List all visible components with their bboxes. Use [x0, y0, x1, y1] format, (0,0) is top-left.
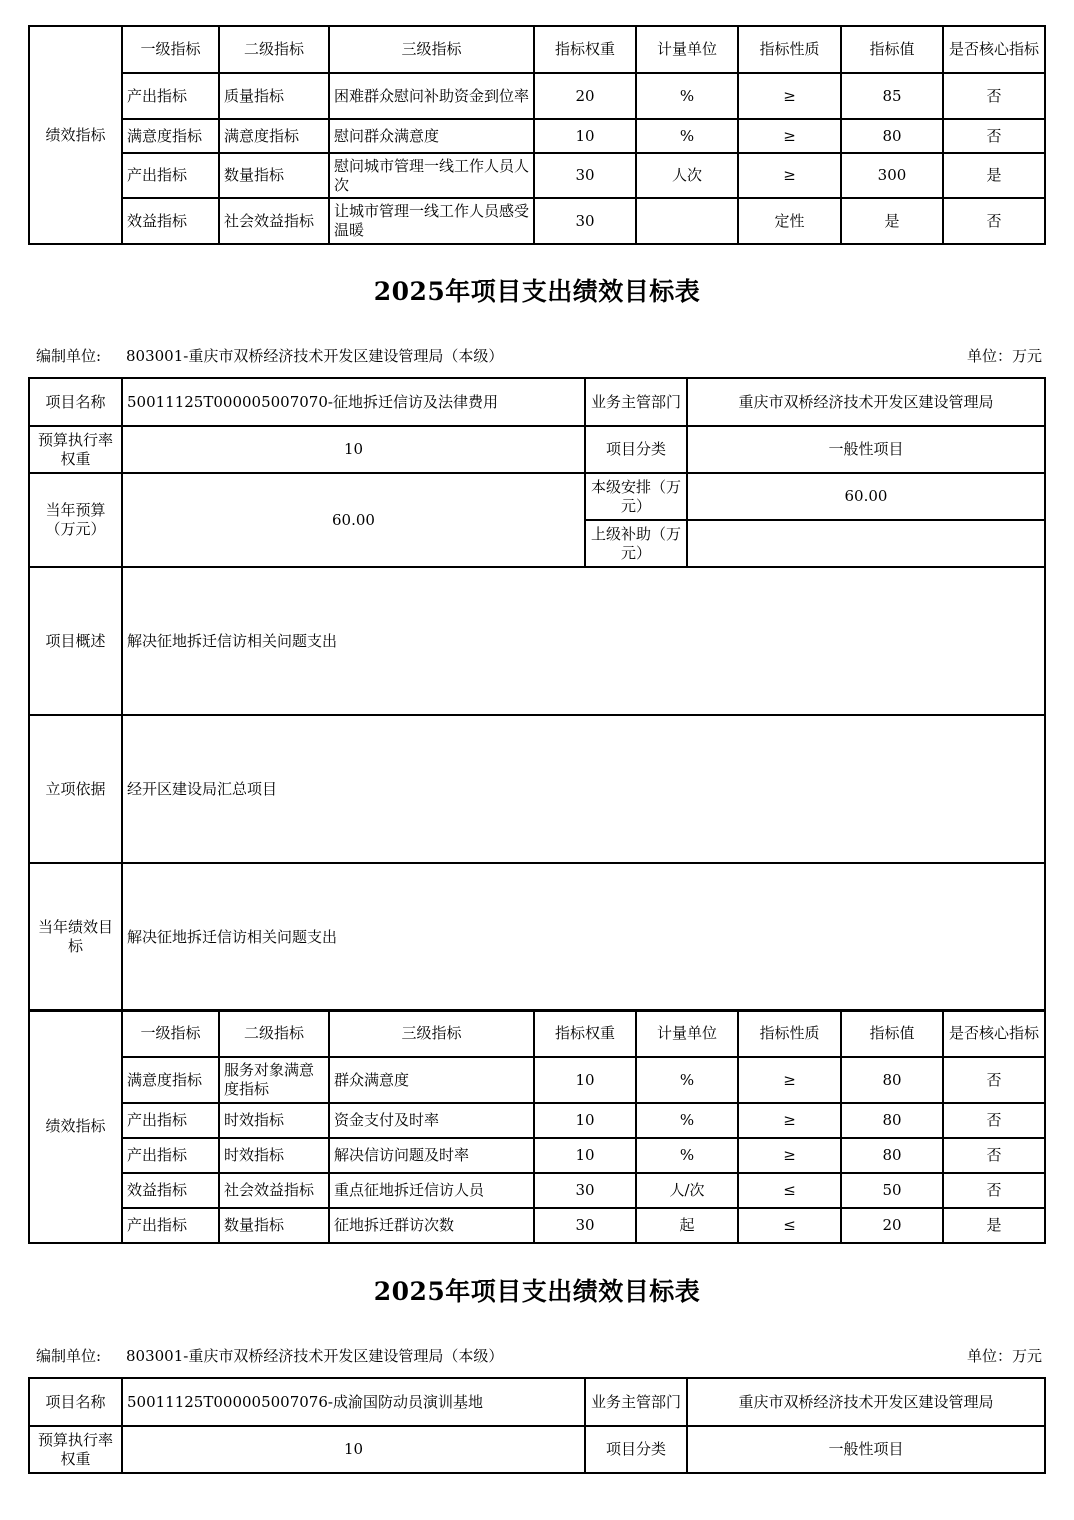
local-label: 本级安排（万元）	[585, 473, 687, 520]
cell-core: 否	[943, 73, 1045, 119]
section-label: 绩效指标	[29, 26, 122, 244]
cell-level3: 困难群众慰问补助资金到位率	[329, 73, 534, 119]
cell-level3: 慰问城市管理一线工作人员人次	[329, 153, 534, 198]
top-indicator-table	[28, 25, 1046, 245]
cell-unit: 起	[636, 1208, 738, 1243]
cell-level2: 服务对象满意度指标	[219, 1057, 329, 1103]
cell-level1: 产出指标	[122, 1103, 219, 1138]
header-cell: 是否核心指标	[943, 26, 1045, 73]
cell-value: 是	[841, 198, 943, 244]
header-cell: 指标性质	[738, 26, 841, 73]
cell-level3: 资金支付及时率	[329, 1103, 534, 1138]
cell-value: 80	[841, 1103, 943, 1138]
cell-value: 20	[841, 1208, 943, 1243]
header-cell: 指标权重	[534, 26, 636, 73]
compile-unit-value: 803001-重庆市双桥经济技术开发区建设管理局（本级）	[126, 347, 504, 365]
exec-rate-value: 10	[122, 426, 585, 473]
cell-core: 是	[943, 1208, 1045, 1243]
header-cell: 是否核心指标	[943, 1010, 1045, 1057]
cell-nature: ≥	[738, 1057, 841, 1103]
cell-unit: %	[636, 119, 738, 153]
section-label: 绩效指标	[29, 1010, 122, 1243]
table-row	[29, 1057, 1045, 1103]
budget-label: 当年预算（万元）	[29, 473, 122, 567]
cell-level1: 产出指标	[122, 1138, 219, 1173]
table-row	[29, 1208, 1045, 1243]
cell-level3: 重点征地拆迁信访人员	[329, 1173, 534, 1208]
cell-level3: 让城市管理一线工作人员感受温暖	[329, 198, 534, 244]
cell-nature: 定性	[738, 198, 841, 244]
cell-weight: 10	[534, 1138, 636, 1173]
table-row	[29, 153, 1045, 198]
dept-value: 重庆市双桥经济技术开发区建设管理局	[687, 1378, 1045, 1426]
compile-unit-label: 编制单位:	[36, 347, 102, 365]
cell-core: 否	[943, 198, 1045, 244]
cell-level3: 解决信访问题及时率	[329, 1138, 534, 1173]
cell-value: 80	[841, 119, 943, 153]
cell-level3: 群众满意度	[329, 1057, 534, 1103]
header-cell: 指标值	[841, 26, 943, 73]
header-cell: 一级指标	[122, 26, 219, 73]
cell-unit: 人/次	[636, 1173, 738, 1208]
dept-value: 重庆市双桥经济技术开发区建设管理局	[687, 378, 1045, 426]
table-row	[29, 119, 1045, 153]
cell-core: 否	[943, 1103, 1045, 1138]
cell-core: 否	[943, 1138, 1045, 1173]
cell-level3: 征地拆迁群访次数	[329, 1208, 534, 1243]
page-title: 2025年项目支出绩效目标表	[373, 1277, 701, 1306]
header-cell: 计量单位	[636, 26, 738, 73]
form1-indicator-table	[28, 1009, 1046, 1244]
project-name-label: 项目名称	[29, 1378, 122, 1426]
upper-value	[687, 520, 1045, 567]
cell-level1: 效益指标	[122, 1173, 219, 1208]
cell-core: 否	[943, 1057, 1045, 1103]
table-row	[29, 1103, 1045, 1138]
budget-value: 60.00	[122, 473, 585, 567]
header-cell: 指标性质	[738, 1010, 841, 1057]
exec-rate-label: 预算执行率权重	[29, 426, 122, 473]
dept-label: 业务主管部门	[585, 378, 687, 426]
cell-unit: 人次	[636, 153, 738, 198]
table-row	[29, 198, 1045, 244]
cell-unit	[636, 198, 738, 244]
cell-level2: 社会效益指标	[219, 1173, 329, 1208]
header-cell: 指标值	[841, 1010, 943, 1057]
table-row	[29, 1173, 1045, 1208]
cell-unit: %	[636, 1138, 738, 1173]
upper-label: 上级补助（万元）	[585, 520, 687, 567]
cell-nature: ≥	[738, 119, 841, 153]
cell-core: 否	[943, 1173, 1045, 1208]
basis-label: 立项依据	[29, 715, 122, 863]
currency-unit: 单位：万元	[966, 347, 1042, 365]
compile-unit-label: 编制单位:	[36, 1347, 102, 1365]
overview-value: 解决征地拆迁信访相关问题支出	[122, 567, 1045, 715]
cell-weight: 20	[534, 73, 636, 119]
cell-unit: %	[636, 73, 738, 119]
cell-core: 否	[943, 119, 1045, 153]
cell-value: 300	[841, 153, 943, 198]
cell-level1: 产出指标	[122, 1208, 219, 1243]
cell-level1: 满意度指标	[122, 1057, 219, 1103]
cell-level2: 数量指标	[219, 1208, 329, 1243]
cell-level2: 时效指标	[219, 1103, 329, 1138]
category-value: 一般性项目	[687, 426, 1045, 473]
project-name-label: 项目名称	[29, 378, 122, 426]
cell-level1: 效益指标	[122, 198, 219, 244]
page-title: 2025年项目支出绩效目标表	[373, 277, 701, 306]
cell-core: 是	[943, 153, 1045, 198]
category-value: 一般性项目	[687, 1426, 1045, 1473]
cell-nature: ≤	[738, 1208, 841, 1243]
exec-rate-label: 预算执行率权重	[29, 1426, 122, 1473]
cell-value: 80	[841, 1057, 943, 1103]
form1-info-table	[28, 377, 1046, 1012]
cell-level2: 满意度指标	[219, 119, 329, 153]
cell-level3: 慰问群众满意度	[329, 119, 534, 153]
header-cell: 二级指标	[219, 26, 329, 73]
header-cell: 三级指标	[329, 26, 534, 73]
cell-weight: 30	[534, 198, 636, 244]
cell-nature: ≥	[738, 73, 841, 119]
exec-rate-value: 10	[122, 1426, 585, 1473]
cell-nature: ≥	[738, 1138, 841, 1173]
header-cell: 指标权重	[534, 1010, 636, 1057]
table-row	[29, 73, 1045, 119]
basis-value: 经开区建设局汇总项目	[122, 715, 1045, 863]
form2-info-table	[28, 1377, 1046, 1474]
cell-unit: %	[636, 1057, 738, 1103]
local-value: 60.00	[687, 473, 1045, 520]
cell-weight: 10	[534, 1057, 636, 1103]
cell-level2: 时效指标	[219, 1138, 329, 1173]
cell-level2: 质量指标	[219, 73, 329, 119]
goal-label: 当年绩效目标	[29, 863, 122, 1011]
cell-weight: 10	[534, 119, 636, 153]
dept-label: 业务主管部门	[585, 1378, 687, 1426]
table-row	[29, 1138, 1045, 1173]
header-cell: 二级指标	[219, 1010, 329, 1057]
project-name: 50011125T000005007070-征地拆迁信访及法律费用	[122, 378, 585, 426]
cell-weight: 30	[534, 153, 636, 198]
cell-weight: 10	[534, 1103, 636, 1138]
cell-level2: 社会效益指标	[219, 198, 329, 244]
cell-nature: ≥	[738, 153, 841, 198]
cell-nature: ≥	[738, 1103, 841, 1138]
header-cell: 一级指标	[122, 1010, 219, 1057]
category-label: 项目分类	[585, 1426, 687, 1473]
header-cell: 三级指标	[329, 1010, 534, 1057]
cell-level1: 产出指标	[122, 153, 219, 198]
cell-level1: 满意度指标	[122, 119, 219, 153]
cell-weight: 30	[534, 1208, 636, 1243]
cell-value: 80	[841, 1138, 943, 1173]
header-cell: 计量单位	[636, 1010, 738, 1057]
cell-level1: 产出指标	[122, 73, 219, 119]
cell-value: 50	[841, 1173, 943, 1208]
cell-weight: 30	[534, 1173, 636, 1208]
cell-unit: %	[636, 1103, 738, 1138]
goal-value: 解决征地拆迁信访相关问题支出	[122, 863, 1045, 1011]
cell-value: 85	[841, 73, 943, 119]
cell-level2: 数量指标	[219, 153, 329, 198]
project-name: 50011125T000005007076-成渝国防动员演训基地	[122, 1378, 585, 1426]
overview-label: 项目概述	[29, 567, 122, 715]
currency-unit: 单位：万元	[966, 1347, 1042, 1365]
compile-unit-value: 803001-重庆市双桥经济技术开发区建设管理局（本级）	[126, 1347, 504, 1365]
category-label: 项目分类	[585, 426, 687, 473]
cell-nature: ≤	[738, 1173, 841, 1208]
